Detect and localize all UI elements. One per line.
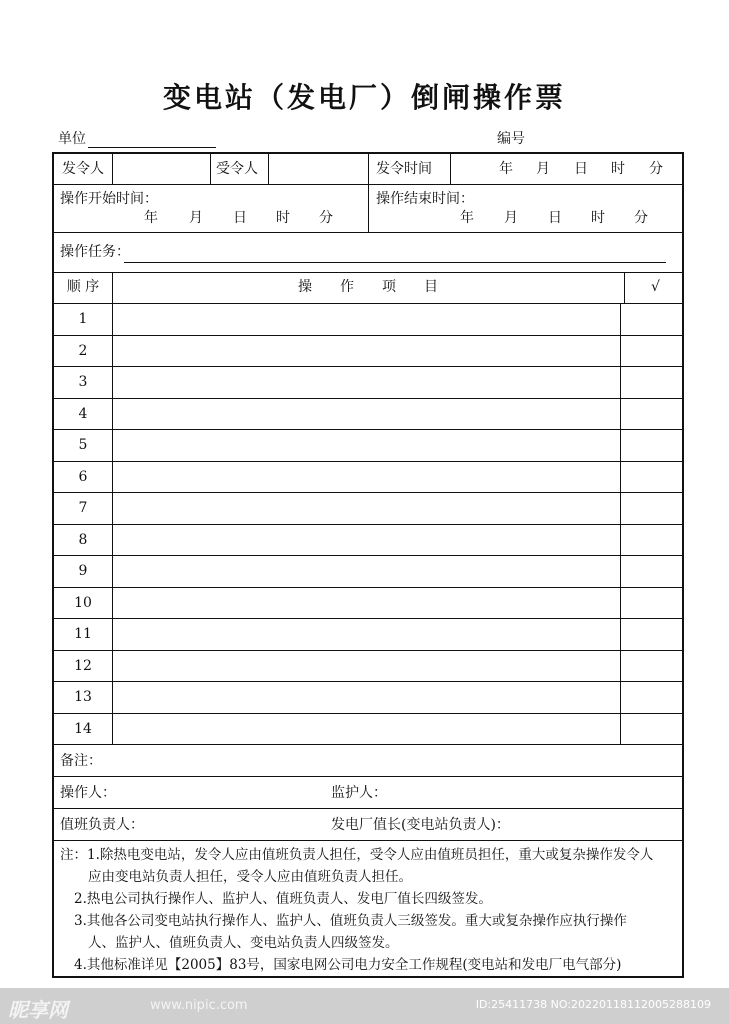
item-cell[interactable]: [112, 651, 621, 682]
start-month-unit: 月: [189, 210, 203, 226]
watermark-id: ID:25411738 NO:20220118112005288109: [475, 998, 711, 1011]
row-number: 2: [78, 342, 88, 359]
row-number: 3: [78, 374, 88, 390]
item-column-header: 操 作 项 目: [298, 279, 438, 295]
table-row: [54, 429, 682, 461]
item-cell[interactable]: [112, 525, 621, 556]
guardian-label: 监护人：: [331, 785, 387, 801]
notes-block: [60, 844, 680, 976]
end-minute-unit: 分: [634, 210, 648, 226]
unit-input-line[interactable]: [88, 134, 216, 148]
row-number: 11: [74, 626, 92, 642]
start-hour-unit: 时: [276, 210, 290, 226]
start-minute-unit: 分: [319, 210, 333, 226]
item-cell[interactable]: [112, 588, 621, 619]
item-cell[interactable]: [112, 493, 621, 524]
operator-label: 操作人：: [60, 785, 116, 801]
table-row: [54, 713, 682, 745]
end-time-label: 操作结束时间：: [376, 191, 474, 207]
table-row: [54, 524, 682, 556]
unit-field: [58, 128, 216, 148]
table-row: [54, 650, 682, 682]
end-hour-unit: 时: [591, 210, 605, 226]
start-day-unit: 日: [233, 210, 247, 226]
item-cell[interactable]: [112, 367, 621, 398]
row-number: 8: [78, 531, 88, 548]
issuer-input[interactable]: [113, 154, 209, 184]
number-field: [497, 128, 525, 148]
issue-day-unit: 日: [574, 161, 588, 177]
row-number: 14: [74, 720, 92, 737]
end-day-unit: 日: [548, 210, 562, 226]
shift-leader-label: 值班负责人：: [60, 817, 144, 833]
item-cell[interactable]: [112, 556, 621, 587]
item-cell[interactable]: [112, 430, 621, 461]
table-row: [54, 618, 682, 650]
issuer-label: 发令人: [62, 161, 104, 177]
row-number: 1: [78, 311, 88, 327]
receiver-input[interactable]: [269, 154, 367, 184]
receiver-label: 受令人: [216, 161, 258, 177]
table-row: [54, 366, 682, 398]
row-number: 12: [74, 657, 92, 674]
note-line: 4.其他标准详见【2005】83号，国家电网公司电力安全工作规程(变电站和发电厂电气部分): [74, 957, 622, 973]
remark-label: 备注：: [60, 753, 102, 769]
item-cell[interactable]: [112, 462, 621, 493]
row-number: 7: [78, 500, 88, 516]
row-number: 10: [74, 594, 92, 611]
watermark-brand: 昵享网: [8, 998, 68, 1022]
issue-hour-unit: 时: [611, 161, 625, 177]
note-line: 3.其他各公司变电站执行操作人、监护人、值班负责人三级签发。重大或复杂操作应执行操作: [74, 913, 627, 929]
operation-ticket-form: [52, 152, 684, 978]
row-number: 6: [78, 468, 88, 485]
order-column-header: 顺 序: [66, 279, 100, 295]
note-line: 注：1.除热电变电站，发令人应由值班负责人担任，受令人应由值班员担任，重大或复杂操作发令人: [60, 847, 654, 863]
table-row: [54, 555, 682, 587]
item-cell[interactable]: [112, 304, 621, 335]
item-cell[interactable]: [112, 682, 621, 713]
table-row: [54, 398, 682, 430]
watermark-bar: [0, 988, 729, 1024]
item-cell[interactable]: [112, 336, 621, 367]
issue-minute-unit: 分: [649, 161, 663, 177]
end-year-unit: 年: [460, 210, 474, 226]
table-row: [54, 492, 682, 524]
table-row: [54, 335, 682, 367]
row-number: 9: [78, 563, 88, 579]
unit-label: 单位: [58, 131, 86, 147]
note-line: 人、监护人、值班负责人、变电站负责人四级签发。: [88, 935, 399, 951]
start-year-unit: 年: [144, 210, 158, 226]
row-number: 4: [78, 405, 88, 422]
item-cell[interactable]: [112, 619, 621, 650]
start-time-label: 操作开始时间：: [60, 191, 158, 207]
note-line: 2.热电公司执行操作人、监护人、值班负责人、发电厂值长四级签发。: [74, 891, 492, 907]
end-month-unit: 月: [504, 210, 518, 226]
table-row: [54, 681, 682, 713]
task-label: 操作任务：: [60, 244, 130, 260]
plant-chief-label: 发电厂值长(变电站负责人)：: [331, 817, 510, 833]
table-row: [54, 303, 682, 335]
form-title: 变电站（发电厂）倒闸操作票: [162, 81, 566, 114]
note-line: 应由变电站负责人担任，受令人应由值班负责人担任。: [88, 869, 412, 885]
table-row: [54, 461, 682, 493]
issue-year-unit: 年: [499, 161, 513, 177]
row-number: 5: [78, 437, 88, 453]
issue-month-unit: 月: [536, 161, 550, 177]
table-row: [54, 587, 682, 619]
check-column-header: √: [651, 279, 660, 295]
issue-time-label: 发令时间: [376, 161, 432, 177]
row-number: 13: [74, 689, 92, 705]
item-cell[interactable]: [112, 399, 621, 430]
item-cell[interactable]: [112, 714, 621, 745]
number-label: 编号: [497, 131, 525, 147]
watermark-site: www.nipic.com: [150, 998, 248, 1013]
task-input-line[interactable]: [124, 262, 666, 263]
